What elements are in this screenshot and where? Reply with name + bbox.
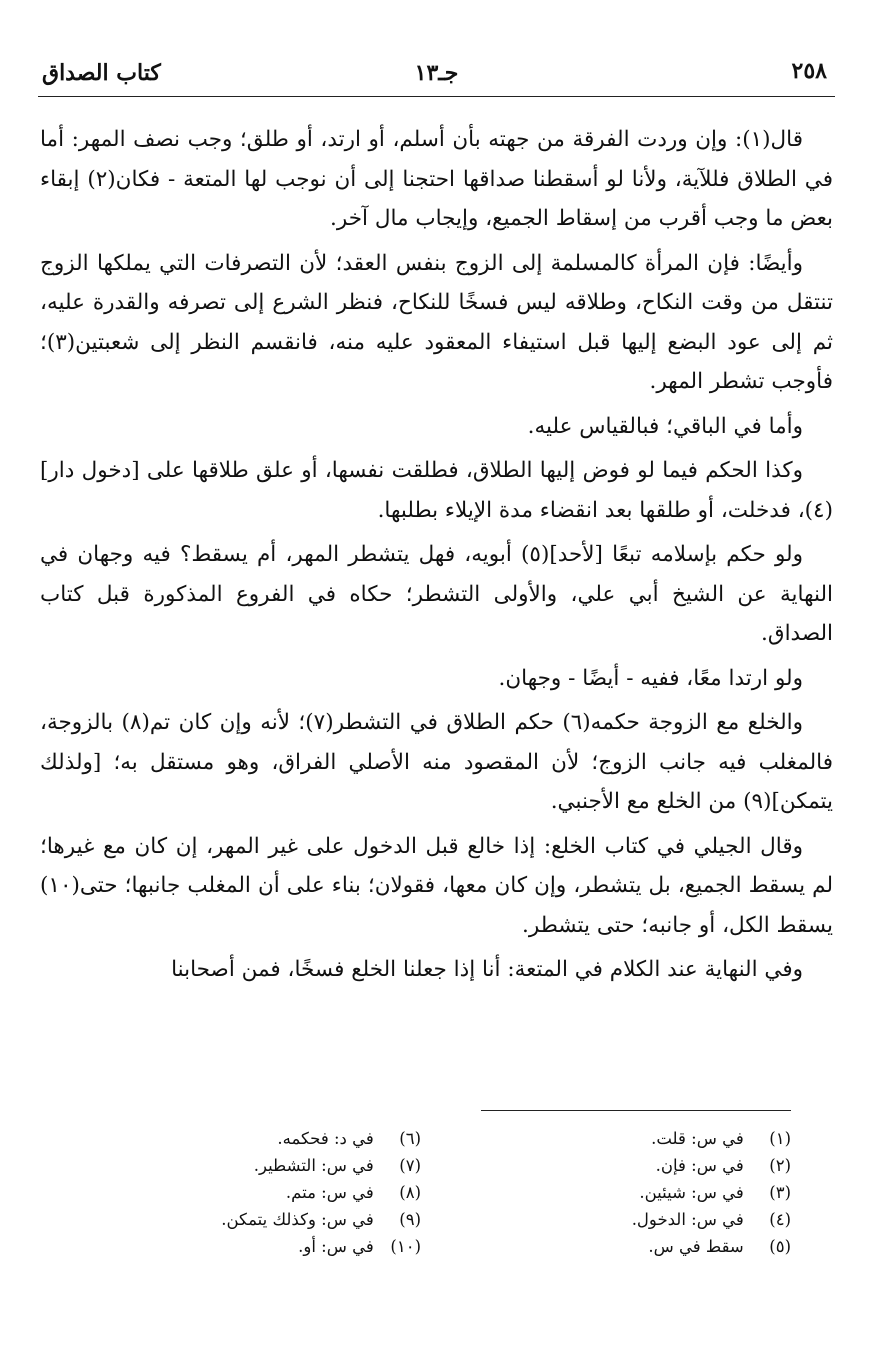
footnote-item [111, 1179, 421, 1206]
paragraph: وأيضًا: فإن المرأة كالمسلمة إلى الزوج بنفس العقد؛ لأن التصرفات التي يملكها الزوج تنتقل من وقت النكاح، وطلاقه ليس فسخًا للنكاح، فنظر الشرع إلى تصرفه والقدرة عليه، ثم إلى عود البضع إليها قبل استيفاء المعقود عليه منه، فانقسم النظر إلى شعبتين(٣)؛ فأوجب تشطر المهر. [40, 250, 833, 394]
paragraph: وقال الجيلي في كتاب الخلع: إذا خالع قبل الدخول على غير المهر، إن كان مع غيرها؛ لم يسقط الجميع، بل يتشطر، وإن كان معها، فقولان؛ بناء على أن المغلب جانبها؛ حتى(١٠) يسقط الكل، أو جانبه؛ حتى يتشطر. [40, 833, 833, 938]
footnote-number: (١٠) [390, 1237, 421, 1256]
footnote-item [111, 1206, 421, 1233]
footnote-number: (٦) [399, 1129, 421, 1148]
footnotes [140, 1125, 791, 1295]
footnote-text: في س: قلت. [651, 1129, 744, 1148]
footnote-text: في س: الدخول. [631, 1210, 744, 1229]
footnotes-column-left [111, 1125, 421, 1260]
footnote-text: في س: أو. [298, 1237, 374, 1256]
footnote-text: في د: فحكمه. [277, 1129, 374, 1148]
running-header [38, 52, 835, 97]
footnote-number: (١) [769, 1129, 791, 1148]
footnote-number: (٨) [399, 1183, 421, 1202]
footnote-number: (٥) [769, 1237, 791, 1256]
footnote-number: (٢) [769, 1156, 791, 1175]
paragraph: وفي النهاية عند الكلام في المتعة: أنا إذا جعلنا الخلع فسخًا، فمن أصحابنا [171, 957, 803, 982]
footnote-text: في س: وكذلك يتمكن. [221, 1210, 374, 1229]
footnote-item [111, 1152, 421, 1179]
volume-label: جـ١٣ [414, 60, 459, 86]
paragraph: قال(١): وإن وردت الفرقة من جهته بأن أسلم، أو ارتد، أو طلق؛ وجب نصف المهر: أما في الطلاق فللآية، ولأنا لو أسقطنا صداقها احتجنا إلى أن نوجب لها المتعة - فكان(٢) إبقاء بعض ما وجب أقرب من إسقاط الجميع، وإيجاب مال آخر. [40, 127, 833, 231]
footnote-item [481, 1179, 791, 1206]
footnote-text: سقط في س. [648, 1237, 744, 1256]
footnote-item [481, 1206, 791, 1233]
footnotes-column-right [481, 1125, 791, 1260]
footnote-text: في س: متم. [285, 1183, 374, 1202]
paragraph: وكذا الحكم فيما لو فوض إليها الطلاق، فطلقت نفسها، أو علق طلاقها على [دخول دار](٤)، فدخلت، أو طلقها بعد انقضاء مدة الإيلاء بطلبها. [40, 458, 833, 523]
main-text [40, 120, 833, 995]
footnote-item [111, 1233, 421, 1260]
footnote-item [481, 1152, 791, 1179]
footnote-number: (٣) [769, 1183, 791, 1202]
footnote-text: في س: شيئين. [639, 1183, 744, 1202]
footnote-text: في س: فإن. [655, 1156, 744, 1175]
book-title: كتاب الصداق [42, 60, 161, 86]
footnote-number: (٤) [769, 1210, 791, 1229]
page-number: ٢٥٨ [791, 58, 827, 84]
footnote-text: في س: التشطير. [253, 1156, 374, 1175]
paragraph: ولو حكم بإسلامه تبعًا [لأحد](٥) أبويه، فهل يتشطر المهر، أم يسقط؟ فيه وجهان في النهاية عن الشيخ أبي علي، والأولى التشطر؛ حكاه في الفروع المذكورة قبل كتاب الصداق. [40, 542, 833, 646]
footnote-item [481, 1233, 791, 1260]
paragraph: ولو ارتدا معًا، ففيه - أيضًا - وجهان. [498, 665, 803, 691]
paragraph: والخلع مع الزوجة حكمه(٦) حكم الطلاق في التشطر(٧)؛ لأنه وإن كان تم(٨) بالزوجة، فالمغلب فيه جانب الزوج؛ لأن المقصود منه الأصلي الفراق، وهو مستقل به؛ [ولذلك يتمكن](٩) من الخلع مع الأجنبي. [40, 710, 833, 814]
paragraph: وأما في الباقي؛ فبالقياس عليه. [527, 413, 803, 439]
footnote-separator [481, 1110, 791, 1111]
footnote-number: (٧) [399, 1156, 421, 1175]
footnote-number: (٩) [399, 1210, 421, 1229]
footnote-item [111, 1125, 421, 1152]
footnote-item [481, 1125, 791, 1152]
